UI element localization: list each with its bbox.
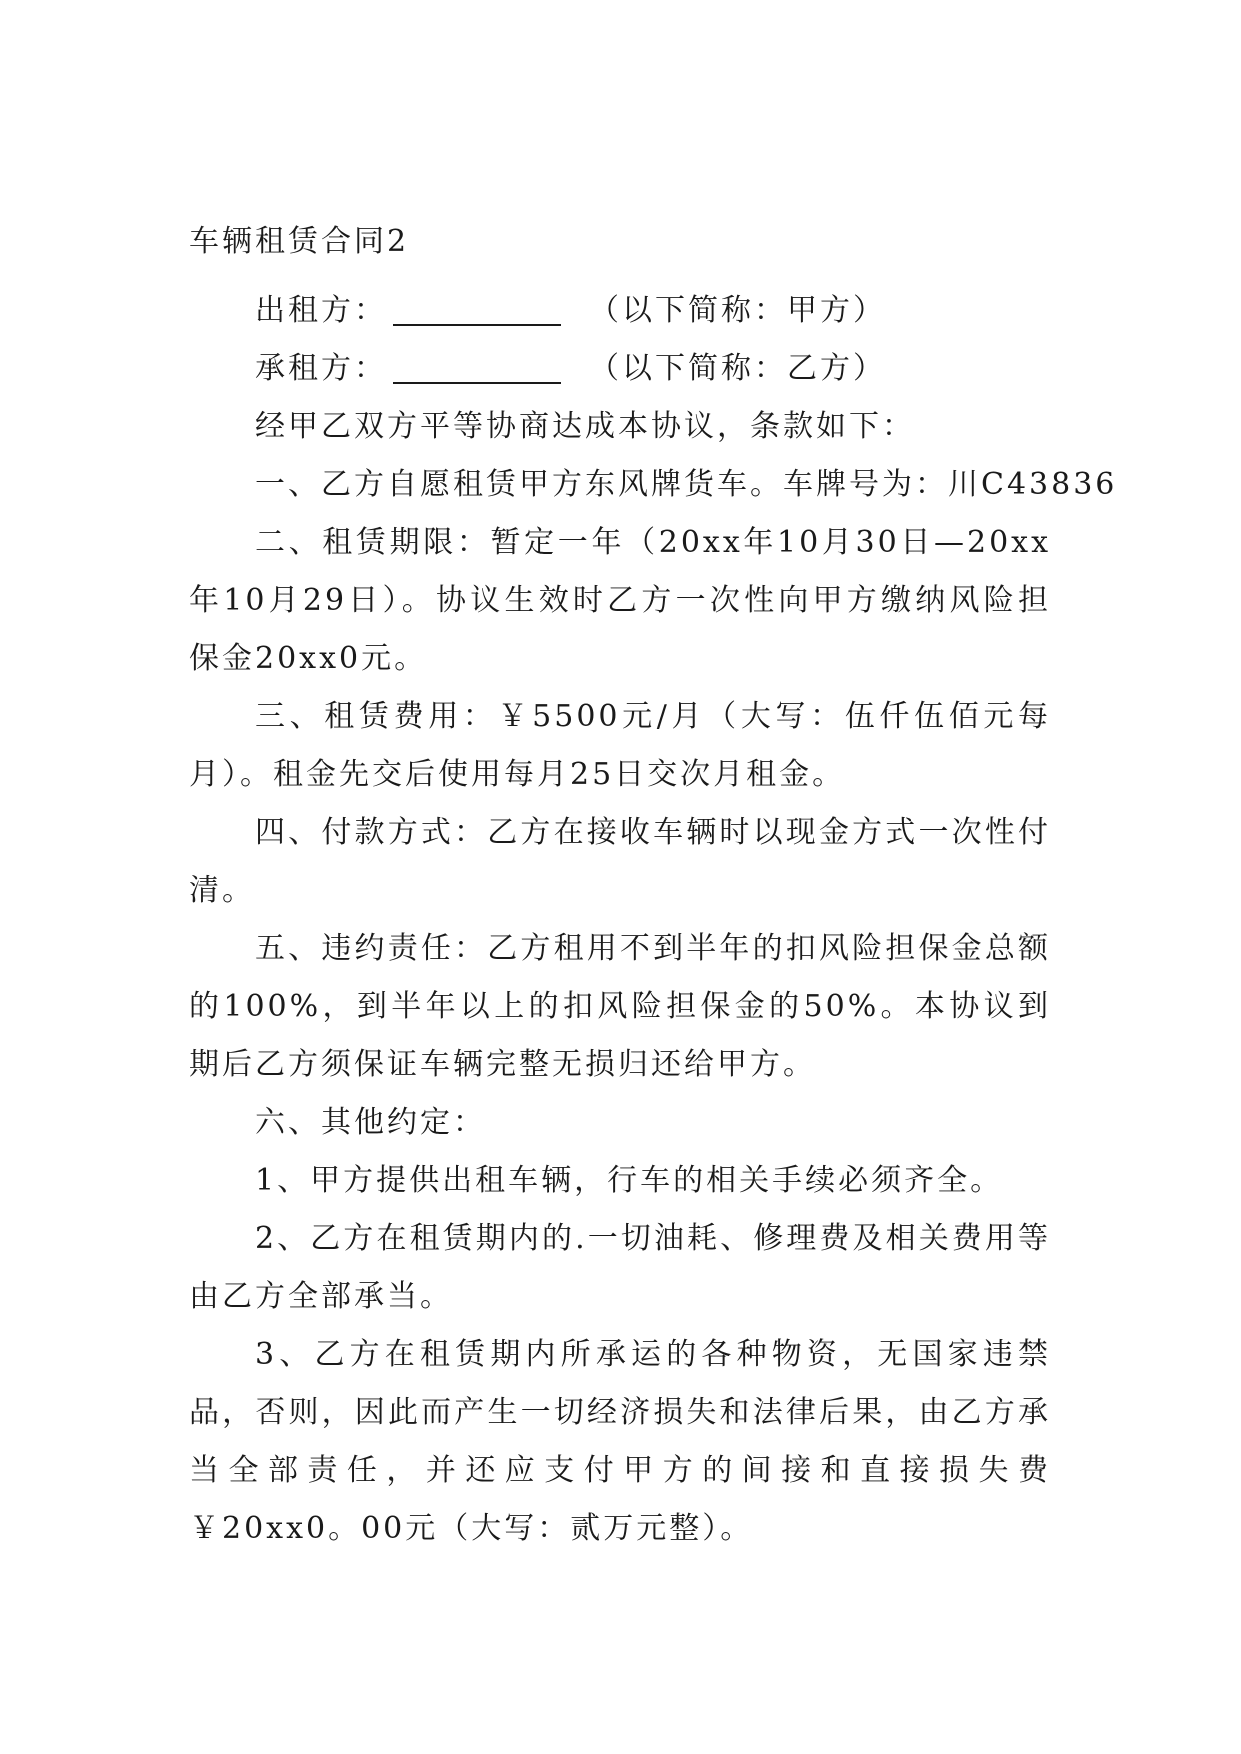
other-item-3: 3、乙方在租赁期内所承运的各种物资，无国家违禁品，否则，因此而产生一切经济损失和法律后果，由乙方承当全部责任，并还应支付甲方的间接和直接损失费￥20xx0。00元（大写：贰万元整）。 [189,1337,1051,1546]
clause-other-heading: 六、其他约定： [255,1105,486,1140]
lessee-note: （以下简称：乙方） [589,351,886,386]
other-item-2: 2、乙方在租赁期内的.一切油耗、修理费及相关费用等由乙方全部承当。 [189,1221,1051,1314]
lessor-label: 出租方： [255,293,387,328]
lessee-line [189,340,1051,398]
lessor-line [189,282,1051,340]
clause-fee: 三、租赁费用：￥5500元/月（大写：伍仟伍佰元每月）。租金先交后使用每月25日交次月租金。 [189,699,1051,792]
lessee-label: 承租方： [255,351,387,386]
lessee-blank-field [393,352,561,384]
document-title: 车辆租赁合同2 [189,224,410,259]
clause-term: 二、租赁期限：暂定一年（20xx年10月30日—20xx年10月29日）。协议生效时乙方一次性向甲方缴纳风险担保金20xx0元。 [189,525,1051,676]
intro-paragraph: 经甲乙双方平等协商达成本协议，条款如下： [255,409,915,444]
clause-vehicle: 一、乙方自愿租赁甲方东风牌货车。车牌号为：川C43836 [255,467,1118,502]
document-body [189,282,1118,1558]
other-item-1: 1、甲方提供出租车辆，行车的相关手续必须齐全。 [255,1163,1004,1198]
lessor-blank-field [393,294,561,326]
clause-breach: 五、违约责任：乙方租用不到半年的扣风险担保金总额的100%，到半年以上的扣风险担保金的50%。本协议到期后乙方须保证车辆完整无损归还给甲方。 [189,931,1051,1082]
clause-payment: 四、付款方式：乙方在接收车辆时以现金方式一次性付清。 [189,815,1051,908]
lessor-note: （以下简称：甲方） [589,293,886,328]
